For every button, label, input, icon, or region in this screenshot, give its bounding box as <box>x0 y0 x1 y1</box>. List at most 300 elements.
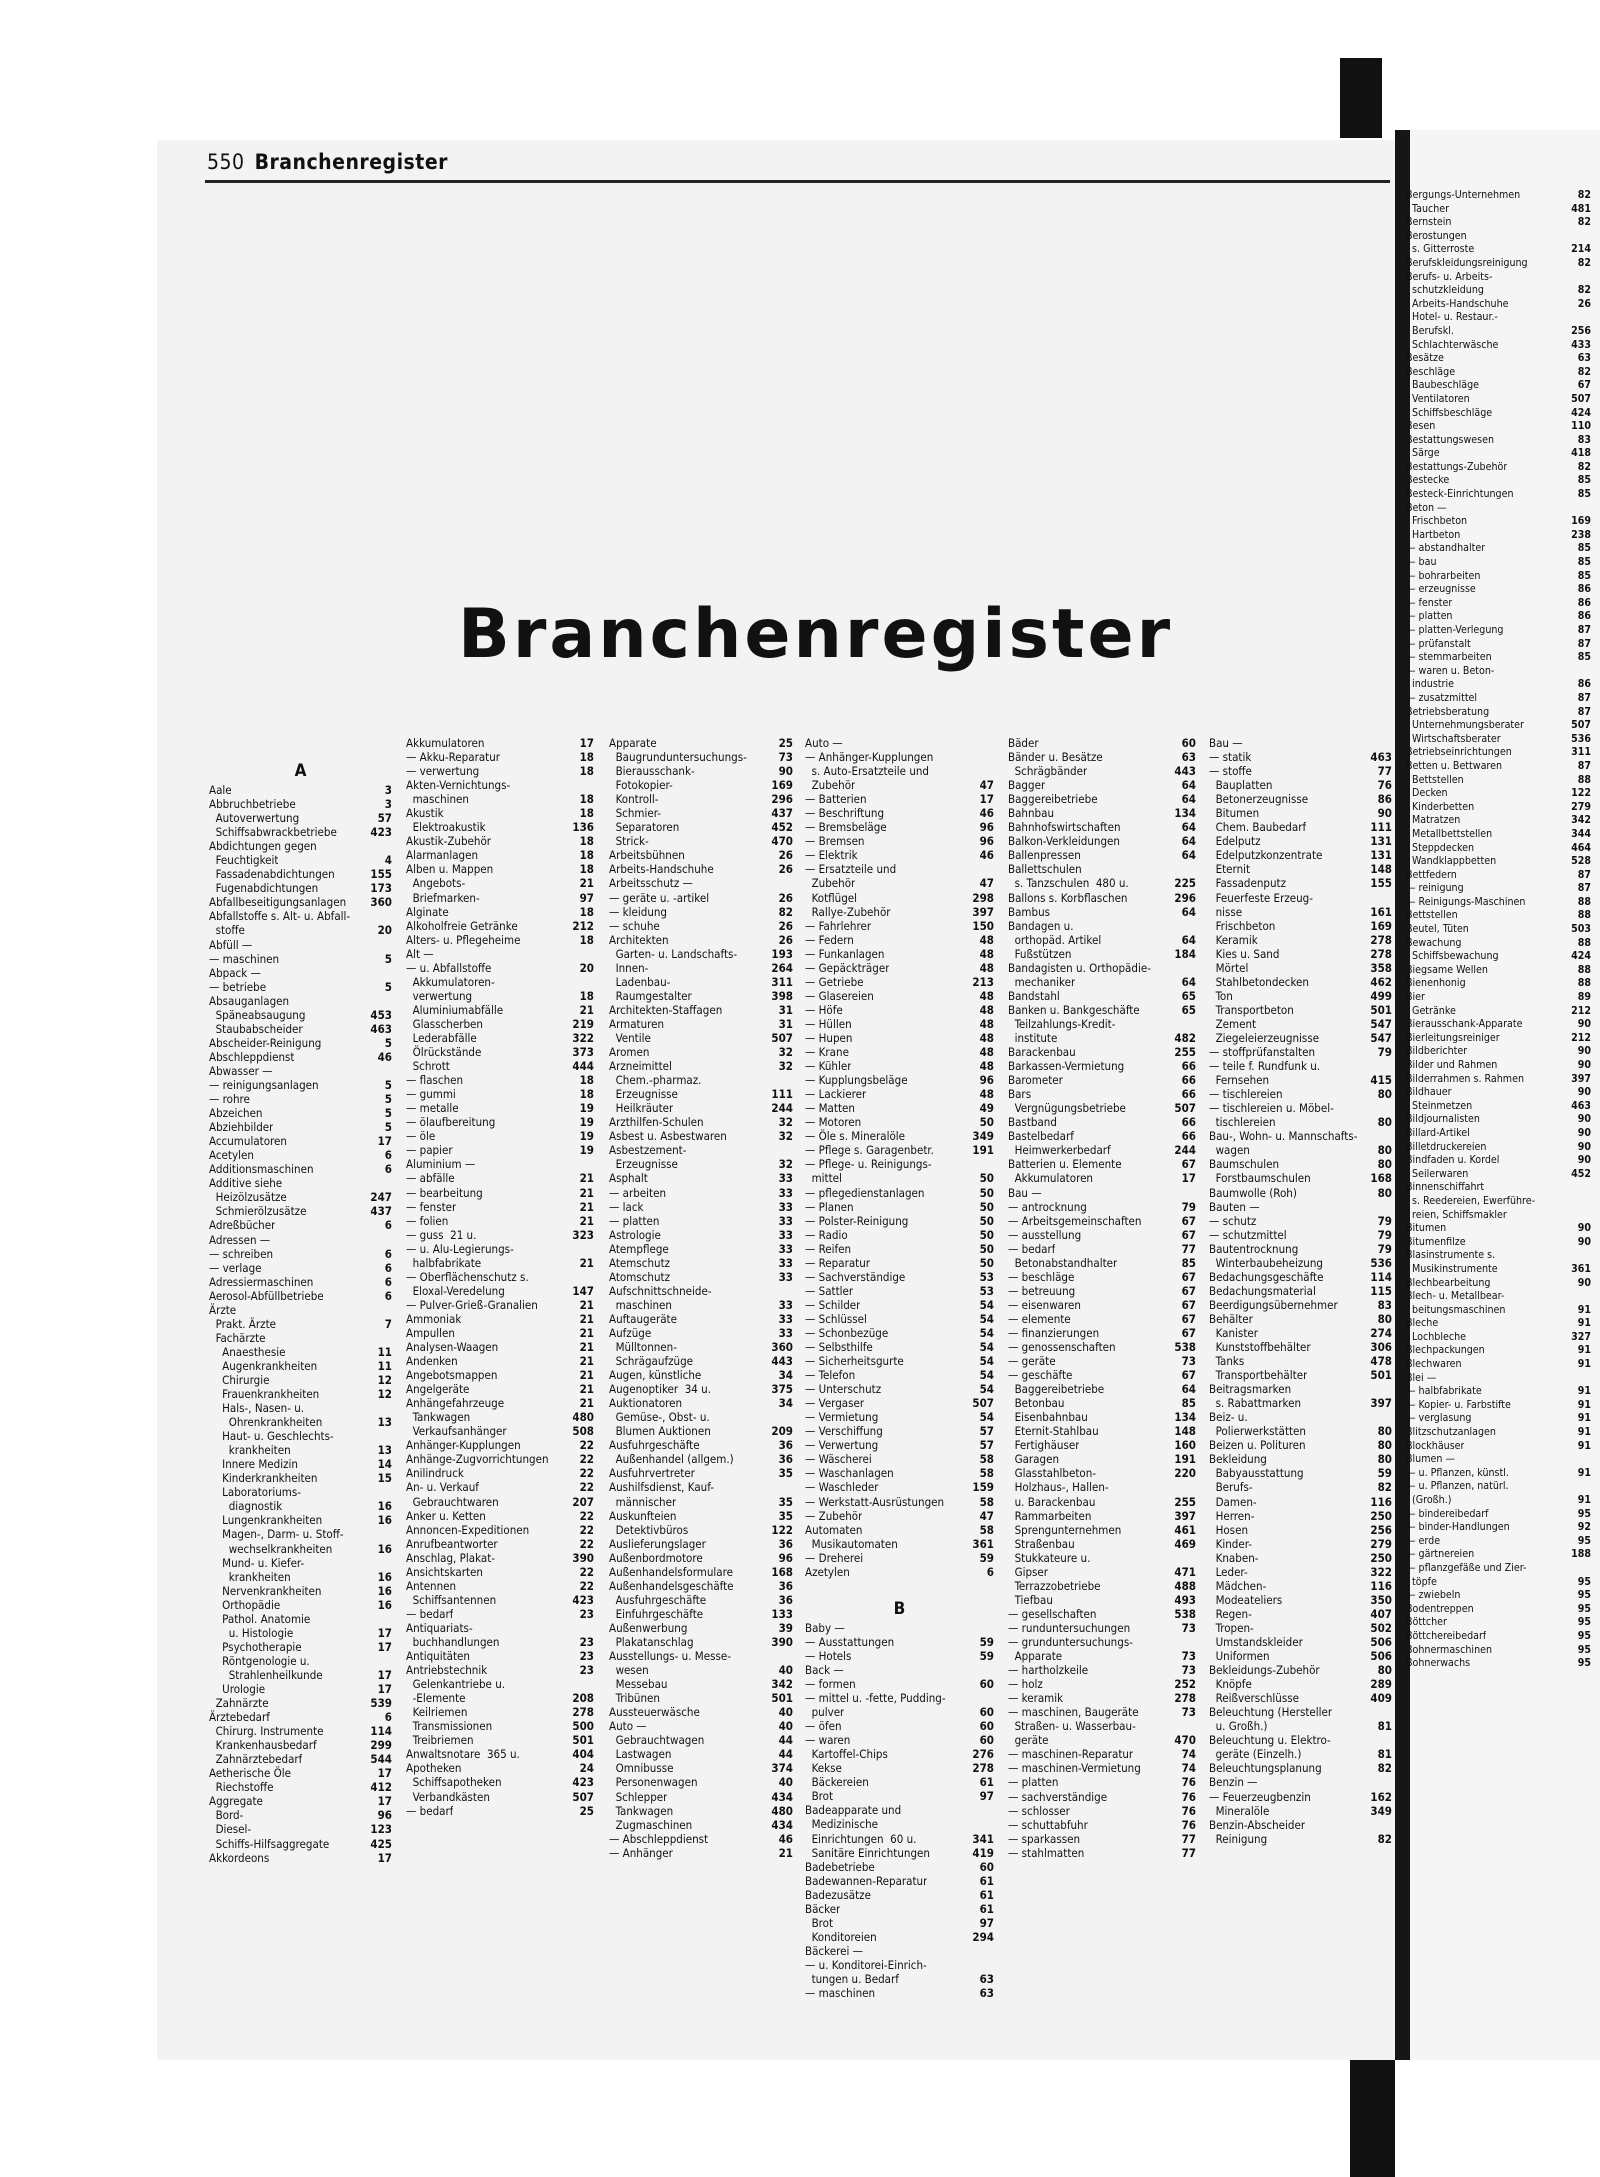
index-entry <box>209 839 392 853</box>
entry-term: — gärtnereien <box>1406 1548 1475 1561</box>
entry-page-number: 24 <box>579 1761 594 1776</box>
entry-term: — binder-Handlungen <box>1406 1521 1510 1534</box>
entry-page-number: 91 <box>1577 1303 1591 1316</box>
entry-term: Baby — <box>805 1620 845 1635</box>
entry-page-number: 3 <box>384 797 392 812</box>
entry-term: wesen <box>609 1663 649 1678</box>
entry-term: Bohnerwachs <box>1406 1657 1471 1670</box>
entry-page-number: 54 <box>979 1410 994 1425</box>
entry-term: Umstandskleider <box>1209 1635 1303 1649</box>
index-entry <box>1406 311 1591 325</box>
index-entry <box>406 750 594 764</box>
index-entry <box>805 1930 994 1944</box>
entry-term: — abfälle <box>406 1171 455 1186</box>
index-entry <box>1209 1747 1392 1761</box>
entry-page-number: 86 <box>1577 610 1591 623</box>
index-entry <box>1406 488 1591 502</box>
entry-page-number: 111 <box>1370 820 1392 835</box>
entry-term: Barometer <box>1008 1073 1063 1088</box>
entry-page-number: 82 <box>1377 1480 1392 1495</box>
entry-page-number: 470 <box>1174 1733 1196 1748</box>
entry-page-number: 32 <box>778 1157 793 1172</box>
entry-page-number: 443 <box>1174 764 1196 779</box>
entry-page-number: 66 <box>1181 1129 1196 1144</box>
index-entry <box>609 1790 793 1804</box>
entry-page-number: 18 <box>579 750 594 765</box>
entry-term: — Pflege- u. Reinigungs- <box>805 1157 932 1172</box>
entry-page-number: 220 <box>1174 1466 1196 1481</box>
index-entry <box>1406 1331 1591 1345</box>
entry-page-number: 18 <box>579 806 594 821</box>
index-entry <box>805 1537 994 1551</box>
entry-page-number: 21 <box>579 1311 594 1326</box>
entry-term: — tischlereien <box>1209 1087 1283 1102</box>
entry-term: Schmier- <box>609 806 661 821</box>
entry-term: Hosen <box>1209 1522 1248 1537</box>
entry-term: — Waschanlagen <box>805 1466 894 1481</box>
entry-term: Schrott <box>406 1059 450 1074</box>
entry-term: Antriebstechnik <box>406 1663 488 1678</box>
entry-page-number: 67 <box>1181 1325 1196 1340</box>
index-entry <box>1406 610 1591 624</box>
entry-term: krankheiten <box>209 1569 291 1584</box>
index-entry <box>1209 1284 1392 1298</box>
entry-term: Absauganlagen <box>209 993 290 1008</box>
entry-term: — geräte <box>1008 1354 1056 1369</box>
entry-term: — reinigungsanlagen <box>209 1077 319 1092</box>
index-entry <box>209 797 392 811</box>
entry-term: — Arbeitsgemeinschaften <box>1008 1213 1142 1228</box>
entry-term: — guss 21 u. <box>406 1227 477 1242</box>
entry-page-number: 6 <box>384 1218 392 1233</box>
entry-term: Bahnhofswirtschaften <box>1008 820 1121 835</box>
entry-term: Abscheider-Reinigung <box>209 1035 322 1050</box>
index-entry <box>609 1312 793 1326</box>
index-entry <box>406 1200 594 1214</box>
entry-term: Kinderkrankheiten <box>209 1471 318 1486</box>
entry-term: Auktionatoren <box>609 1396 683 1411</box>
index-entry <box>209 1148 392 1162</box>
entry-term: Innere Medizin <box>209 1457 298 1472</box>
index-entry <box>406 862 594 876</box>
entry-term: Transmissionen <box>406 1719 493 1734</box>
entry-page-number: 91 <box>1577 1398 1591 1411</box>
index-entry <box>1008 1832 1196 1846</box>
entry-page-number: 278 <box>972 1761 994 1776</box>
entry-term: Strick- <box>609 834 649 849</box>
entry-page-number: 73 <box>1181 1705 1196 1720</box>
entry-page-number: 33 <box>778 1325 793 1340</box>
entry-page-number: 502 <box>1370 1620 1392 1635</box>
entry-term: Damen- <box>1209 1494 1257 1509</box>
index-entry <box>1406 950 1591 964</box>
entry-term: — mittel u. -fette, Pudding- <box>805 1691 946 1706</box>
entry-page-number: 306 <box>1370 1340 1392 1355</box>
entry-term: — verglasung <box>1406 1412 1472 1425</box>
entry-page-number: 33 <box>778 1255 793 1270</box>
index-entry <box>1008 1649 1196 1663</box>
entry-page-number: 48 <box>979 1002 994 1017</box>
entry-page-number: 76 <box>1377 778 1392 793</box>
entry-page-number: 91 <box>1577 1344 1591 1357</box>
index-entry <box>1209 1171 1392 1185</box>
entry-term: Bandagisten u. Orthopädie- <box>1008 960 1151 975</box>
entry-page-number: 92 <box>1577 1521 1591 1534</box>
entry-page-number: 82 <box>1577 216 1591 229</box>
entry-page-number: 463 <box>370 1021 392 1036</box>
entry-term: Steinmetzen <box>1406 1099 1473 1112</box>
entry-term: — ausstellung <box>1008 1227 1082 1242</box>
entry-page-number: 50 <box>979 1255 994 1270</box>
entry-term: Frischbeton <box>1209 918 1276 933</box>
index-entry <box>609 1087 793 1101</box>
entry-term: — Anhänger-Kupplungen <box>805 750 934 765</box>
index-entry <box>1406 529 1591 543</box>
entry-page-number: 18 <box>579 988 594 1003</box>
entry-page-number: 87 <box>1577 691 1591 704</box>
entry-term: Blasinstrumente s. <box>1406 1249 1496 1262</box>
entry-term: Bahnbau <box>1008 806 1055 821</box>
entry-page-number: 85 <box>1577 651 1591 664</box>
entry-page-number: 188 <box>1571 1548 1591 1561</box>
entry-term: Transportbehälter <box>1209 1368 1308 1383</box>
index-column-2 <box>406 736 594 1818</box>
entry-page-number: 539 <box>370 1696 392 1711</box>
entry-page-number: 85 <box>1577 542 1591 555</box>
entry-term: Biegsame Wellen <box>1406 963 1488 976</box>
entry-page-number: 58 <box>979 1522 994 1537</box>
entry-term: — Pulver-Grieß-Granalien <box>406 1297 538 1312</box>
index-entry <box>406 820 594 834</box>
entry-page-number: 82 <box>1577 460 1591 473</box>
entry-term: Kotflügel <box>805 890 858 905</box>
entry-term: Alben u. Mappen <box>406 862 494 877</box>
entry-page-number: 358 <box>1370 960 1392 975</box>
entry-page-number: 64 <box>1181 932 1196 947</box>
entry-term: maschinen <box>609 1297 672 1312</box>
entry-term: Besen <box>1406 420 1436 433</box>
index-entry <box>1406 814 1591 828</box>
entry-page-number: 349 <box>1370 1803 1392 1818</box>
index-entry <box>1209 1607 1392 1621</box>
entry-term: — teile f. Rundfunk u. <box>1209 1059 1321 1074</box>
entry-term: Anrufbeantworter <box>406 1536 498 1551</box>
entry-term: Nervenkrankheiten <box>209 1583 322 1598</box>
index-entry <box>209 1851 392 1865</box>
entry-term: Akkumulatoren- <box>406 974 495 989</box>
index-entry <box>1209 1003 1392 1017</box>
index-entry <box>1008 778 1196 792</box>
entry-term: — gesellschaften <box>1008 1606 1097 1621</box>
entry-term: — Reifen <box>805 1241 852 1256</box>
index-entry <box>1406 1372 1591 1386</box>
entry-page-number: 33 <box>778 1185 793 1200</box>
entry-page-number: 82 <box>1577 256 1591 269</box>
entry-page-number: 173 <box>370 881 392 896</box>
index-entry <box>1209 1298 1392 1312</box>
entry-page-number: 544 <box>370 1752 392 1767</box>
entry-term: Bau — <box>1008 1185 1042 1200</box>
entry-term: Aluminiumabfälle <box>406 1002 504 1017</box>
entry-term: diagnostik <box>209 1499 283 1514</box>
entry-page-number: 160 <box>1174 1438 1196 1453</box>
entry-term: Bambus <box>1008 904 1051 919</box>
index-entry <box>609 919 793 933</box>
entry-page-number: 67 <box>1181 1311 1196 1326</box>
entry-page-number: 278 <box>1174 1691 1196 1706</box>
entry-term: — holz <box>1008 1677 1043 1692</box>
entry-page-number: 17 <box>377 1682 392 1696</box>
entry-page-number: 296 <box>771 792 793 807</box>
entry-page-number: 23 <box>579 1635 594 1649</box>
entry-term: Arzthilfen-Schulen <box>609 1115 704 1130</box>
entry-term: — Lackierer <box>805 1087 867 1102</box>
index-entry <box>805 1733 994 1747</box>
entry-page-number: 225 <box>1174 876 1196 891</box>
entry-term: Bilder und Rahmen <box>1406 1059 1498 1071</box>
entry-page-number: 63 <box>979 1986 994 2001</box>
entry-page-number: 96 <box>979 1073 994 1088</box>
entry-term: Baumwolle (Roh) <box>1209 1185 1297 1200</box>
entry-page-number: 50 <box>979 1213 994 1228</box>
entry-term: Ventilatoren <box>1406 392 1470 405</box>
entry-page-number: 26 <box>778 862 793 877</box>
entry-term: tungen u. Bedarf <box>805 1971 899 1986</box>
entry-term: Glasscherben <box>406 1016 483 1031</box>
index-entry <box>406 1495 594 1509</box>
index-entry <box>209 938 392 952</box>
entry-page-number: 79 <box>1181 1199 1196 1214</box>
entry-page-number: 25 <box>579 1803 594 1818</box>
entry-term: Tankwagen <box>609 1803 674 1818</box>
entry-term: industrie <box>1406 678 1454 691</box>
entry-term: Einfuhrgeschäfte <box>609 1606 704 1621</box>
entry-term: u. Histologie <box>209 1625 294 1640</box>
entry-page-number: 36 <box>778 1578 793 1593</box>
entry-term: — Bremsbeläge <box>805 820 887 835</box>
entry-page-number: 60 <box>979 1733 994 1748</box>
index-entry <box>209 1233 392 1247</box>
index-entry <box>1209 1593 1392 1607</box>
entry-term: — Federn <box>805 932 854 947</box>
entry-page-number: 26 <box>778 918 793 933</box>
index-entry <box>406 1804 594 1818</box>
entry-term: — Hupen <box>805 1030 853 1045</box>
index-entry <box>1008 792 1196 806</box>
entry-page-number: 73 <box>1181 1649 1196 1664</box>
index-entry <box>209 1570 392 1584</box>
index-entry <box>209 1373 392 1387</box>
entry-page-number: 16 <box>377 1499 392 1514</box>
index-entry <box>406 1340 594 1354</box>
entry-page-number: 278 <box>1370 946 1392 961</box>
entry-term: Bagger <box>1008 778 1046 793</box>
page-title: Branchenregister <box>458 595 1174 674</box>
entry-term: — bindereibedarf <box>1406 1507 1489 1520</box>
entry-page-number: 61 <box>979 1775 994 1790</box>
entry-page-number: 83 <box>1577 433 1591 446</box>
entry-page-number: 407 <box>1370 1606 1392 1621</box>
entry-term: Medizinische <box>805 1817 879 1832</box>
index-entry <box>609 1719 793 1733</box>
index-entry <box>1406 977 1591 991</box>
entry-page-number: 82 <box>1377 1831 1392 1846</box>
entry-term: — Ausstattungen <box>805 1634 895 1649</box>
index-entry <box>1406 1290 1591 1304</box>
entry-page-number: 462 <box>1370 974 1392 989</box>
entry-page-number <box>1192 1480 1196 1494</box>
entry-page-number: 279 <box>1571 800 1591 813</box>
entry-term: Mörtel <box>1209 960 1249 975</box>
index-entry <box>406 778 594 792</box>
entry-page-number: 73 <box>1181 1620 1196 1635</box>
entry-term: Arbeits-Handschuhe <box>609 862 714 877</box>
index-entry <box>805 1003 994 1017</box>
entry-term: — Kopier- u. Farbstifte <box>1406 1398 1511 1411</box>
entry-term: buchhandlungen <box>406 1635 500 1649</box>
index-entry <box>609 1607 793 1621</box>
entry-term: Beleuchtungsplanung <box>1209 1761 1322 1776</box>
entry-term: Ausstellungs- u. Messe- <box>609 1649 731 1664</box>
entry-page-number: 322 <box>572 1030 594 1045</box>
index-entry <box>805 1200 994 1214</box>
index-entry <box>1209 1677 1392 1691</box>
entry-term: Bautentrocknung <box>1209 1241 1299 1256</box>
entry-page-number: 434 <box>771 1789 793 1804</box>
entry-term: Balkon-Verkleidungen <box>1008 834 1120 849</box>
entry-term: Krankenhausbedarf <box>209 1738 317 1753</box>
entry-page-number: 212 <box>1571 1004 1591 1017</box>
entry-term: An- u. Verkauf <box>406 1480 479 1495</box>
index-entry <box>609 1804 793 1818</box>
index-entry <box>609 1073 793 1087</box>
entry-term: Außenbordmotore <box>609 1550 703 1565</box>
entry-page-number: 150 <box>972 918 994 933</box>
entry-page-number: 35 <box>778 1494 793 1509</box>
index-entry <box>1406 1059 1591 1073</box>
entry-term: nisse <box>1209 904 1243 919</box>
entry-page-number: 35 <box>778 1466 793 1481</box>
index-entry <box>805 1396 994 1410</box>
index-entry <box>1209 1270 1392 1284</box>
index-entry <box>209 853 392 867</box>
index-entry <box>1209 1186 1392 1200</box>
entry-page-number: 31 <box>778 1002 793 1017</box>
index-entry <box>1209 1410 1392 1424</box>
index-entry <box>609 1424 793 1438</box>
index-entry <box>406 1368 594 1382</box>
entry-page-number: 64 <box>1181 974 1196 989</box>
entry-term: Reinigung <box>1209 1831 1268 1846</box>
index-entry <box>1008 1354 1196 1368</box>
entry-page-number <box>1587 1453 1591 1467</box>
entry-term: — stahlmatten <box>1008 1845 1085 1860</box>
entry-page-number: 60 <box>979 1859 994 1874</box>
entry-page-number: 18 <box>579 904 594 919</box>
entry-page-number: 360 <box>370 895 392 910</box>
entry-term: Bitumen <box>1209 806 1260 821</box>
index-entry <box>1406 678 1591 692</box>
index-entry <box>609 1242 793 1256</box>
index-entry <box>1406 1657 1591 1671</box>
entry-page-number: 87 <box>1577 705 1591 718</box>
entry-page-number: 17 <box>979 792 994 807</box>
entry-page-number: 40 <box>778 1663 793 1678</box>
entry-page-number: 256 <box>1370 1522 1392 1537</box>
entry-term: Bestattungswesen <box>1406 433 1495 446</box>
index-entry <box>1406 1603 1591 1617</box>
entry-term: Binnenschiffahrt <box>1406 1181 1485 1194</box>
index-entry <box>209 1064 392 1078</box>
entry-page-number: 59 <box>979 1634 994 1649</box>
entry-term: Bauten — <box>1209 1199 1260 1214</box>
entry-term: Erzeugnisse <box>609 1087 678 1102</box>
entry-term: Tanks <box>1209 1354 1245 1369</box>
index-entry <box>1406 556 1591 570</box>
index-entry <box>1406 855 1591 869</box>
entry-page-number: 21 <box>778 1845 793 1860</box>
entry-page-number: 66 <box>1181 1073 1196 1088</box>
entry-page-number: 22 <box>579 1438 594 1453</box>
entry-page-number: 350 <box>1370 1592 1392 1607</box>
index-entry <box>1209 1523 1392 1537</box>
index-entry <box>805 1551 994 1565</box>
index-entry <box>1406 230 1591 244</box>
entry-page-number: 21 <box>579 1297 594 1312</box>
entry-page-number: 40 <box>778 1775 793 1790</box>
entry-page-number <box>1388 1129 1392 1143</box>
entry-page-number: 21 <box>579 1199 594 1214</box>
index-entry <box>406 1242 594 1256</box>
entry-term: -Elemente <box>406 1691 466 1706</box>
entry-term: Vergnügungsbetriebe <box>1008 1101 1126 1116</box>
entry-page-number: 425 <box>370 1836 392 1851</box>
entry-term: Berufskl. <box>1406 324 1454 337</box>
index-entry <box>1406 692 1591 706</box>
entry-page-number <box>1587 1562 1591 1576</box>
entry-page-number: 33 <box>778 1241 793 1256</box>
index-entry <box>1008 1256 1196 1270</box>
entry-page-number: 95 <box>1577 1657 1591 1670</box>
entry-page-number: 50 <box>979 1115 994 1130</box>
entry-page-number: 219 <box>572 1016 594 1031</box>
index-entry <box>1406 1562 1591 1576</box>
entry-page-number: 76 <box>1181 1789 1196 1804</box>
entry-term: — bearbeitung <box>406 1185 483 1200</box>
index-entry <box>209 980 392 994</box>
entry-page-number: 169 <box>771 778 793 793</box>
index-entry <box>209 1780 392 1794</box>
entry-term: Wirtschaftsberater <box>1406 732 1501 745</box>
index-entry <box>1209 1775 1392 1789</box>
entry-page-number: 60 <box>979 1719 994 1734</box>
entry-term: — Reparatur <box>805 1255 871 1270</box>
entry-page-number: 16 <box>377 1597 392 1612</box>
index-entry <box>1209 1045 1392 1059</box>
entry-page-number: 155 <box>370 867 392 882</box>
entry-term: Winterbaubeheizung <box>1209 1255 1323 1270</box>
entry-term: — Waschleder <box>805 1480 879 1495</box>
entry-page-number: 34 <box>778 1368 793 1383</box>
entry-page-number: 95 <box>1577 1602 1591 1615</box>
index-column-7 <box>1406 189 1591 1671</box>
entry-term: Detektivbüros <box>609 1522 689 1537</box>
entry-term: — rohre <box>209 1092 250 1107</box>
entry-page-number <box>789 1649 793 1663</box>
index-entry <box>406 1256 594 1270</box>
entry-page-number: 507 <box>1571 392 1591 405</box>
index-entry <box>805 1677 994 1691</box>
